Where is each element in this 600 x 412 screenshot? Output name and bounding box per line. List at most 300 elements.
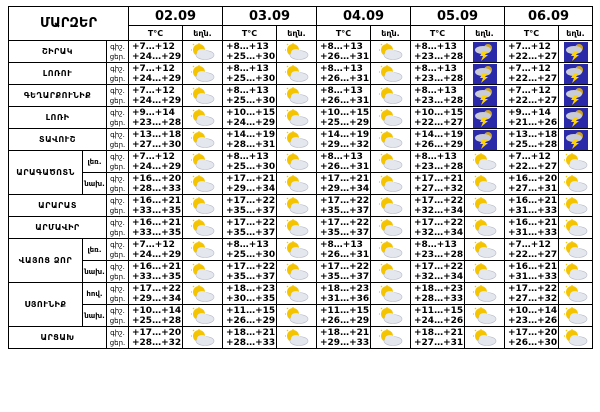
day-label: ցեր. (109, 53, 126, 61)
weather-icon-cell (371, 195, 411, 217)
temperature-cell (505, 63, 559, 85)
partly-cloudy-icon (465, 329, 504, 347)
partly-cloudy-icon (371, 87, 410, 105)
partly-cloudy-icon (465, 197, 504, 215)
day-temperature: +26…+31 (320, 161, 370, 172)
day-label: ցեր. (109, 273, 126, 281)
night-temperature: +8…+13 (414, 151, 457, 162)
date-header: 02.09 (129, 7, 223, 26)
day-temperature: +35…+37 (226, 205, 276, 216)
day-temperature: +26…+31 (320, 95, 370, 106)
day-night-labels (107, 85, 129, 107)
partly-cloudy-icon (277, 109, 316, 127)
date-header: 04.09 (317, 7, 411, 26)
night-temperature: +8…+13 (320, 85, 363, 96)
temperature-column-header: T°C (223, 26, 277, 41)
day-temperature: +26…+29 (414, 139, 464, 150)
temperature-cell (129, 85, 183, 107)
night-temperature: +10…+15 (320, 107, 370, 118)
day-temperature: +28…+33 (414, 293, 464, 304)
day-temperature: +27…+32 (508, 293, 558, 304)
weather-column-header: եղն. (183, 26, 223, 41)
day-temperature: +30…+35 (226, 293, 276, 304)
weather-icon-cell (371, 217, 411, 239)
weather-icon-cell (371, 85, 411, 107)
region-name: ԱՐՄԱՎԻՐ (9, 217, 107, 239)
temperature-cell (411, 305, 465, 327)
temperature-cell (317, 85, 371, 107)
temperature-cell (317, 327, 371, 349)
thunderstorm-icon (465, 64, 504, 84)
day-temperature: +28…+33 (226, 337, 276, 348)
night-label: գիշ. (110, 197, 125, 205)
day-temperature: +22…+27 (508, 73, 558, 84)
thunderstorm-icon (559, 130, 592, 150)
day-temperature: +27…+31 (508, 183, 558, 194)
day-temperature: +24…+29 (226, 117, 276, 128)
weather-icon-cell (183, 41, 223, 63)
night-temperature: +9…+14 (508, 107, 551, 118)
day-temperature: +24…+29 (132, 95, 182, 106)
table-row (9, 63, 593, 85)
temperature-cell (223, 305, 277, 327)
partly-cloudy-icon (183, 197, 222, 215)
weather-icon-cell (371, 151, 411, 173)
night-temperature: +10…+14 (132, 305, 182, 316)
day-temperature: +35…+37 (226, 227, 276, 238)
day-temperature: +25…+30 (226, 73, 276, 84)
region-name: ԱՐՑԱԽ (9, 327, 107, 349)
forecast-table-wrapper (8, 6, 592, 349)
partly-cloudy-icon (277, 219, 316, 237)
partly-cloudy-icon (371, 175, 410, 193)
partly-cloudy-icon (559, 329, 592, 347)
table-row (9, 129, 593, 151)
forecast-table (8, 6, 593, 349)
weather-icon-cell (277, 173, 317, 195)
partly-cloudy-icon (183, 65, 222, 83)
temperature-cell (223, 261, 277, 283)
weather-column-header: եղն. (559, 26, 593, 41)
weather-icon-cell (465, 41, 505, 63)
subregion-name: հով. (83, 283, 107, 305)
day-temperature: +27…+31 (414, 337, 464, 348)
temperature-cell (317, 217, 371, 239)
thunderstorm-icon (465, 108, 504, 128)
table-row (9, 327, 593, 349)
temperature-cell (223, 129, 277, 151)
partly-cloudy-icon (559, 197, 592, 215)
day-temperature: +23…+28 (414, 73, 464, 84)
weather-icon-cell (183, 63, 223, 85)
thunderstorm-icon (559, 86, 592, 106)
table-row (9, 195, 593, 217)
night-temperature: +16…+20 (508, 173, 558, 184)
region-name: ԼՈՌԻ (9, 107, 107, 129)
day-temperature: +25…+28 (508, 139, 558, 150)
day-night-labels (107, 327, 129, 349)
region-name: ԳԵՂԱՐՔՈՒՆԻՔ (9, 85, 107, 107)
subregion-name: նախ. (83, 305, 107, 327)
day-label: ցեր. (109, 119, 126, 127)
weather-icon-cell (277, 327, 317, 349)
temperature-cell (505, 151, 559, 173)
region-name: ՍՅՈՒՆԻՔ (9, 283, 83, 327)
weather-icon-cell (371, 63, 411, 85)
temperature-cell (129, 327, 183, 349)
weather-icon-cell (465, 305, 505, 327)
temperature-cell (411, 63, 465, 85)
night-temperature: +16…+21 (132, 261, 182, 272)
day-temperature: +28…+31 (226, 139, 276, 150)
weather-icon-cell (371, 261, 411, 283)
temperature-cell (129, 129, 183, 151)
night-temperature: +14…+19 (320, 129, 370, 140)
temperature-cell (223, 151, 277, 173)
partly-cloudy-icon (183, 241, 222, 259)
temperature-cell (129, 217, 183, 239)
temperature-cell (505, 85, 559, 107)
weather-icon-cell (277, 239, 317, 261)
day-temperature: +22…+27 (508, 51, 558, 62)
weather-icon-cell (371, 239, 411, 261)
weather-icon-cell (277, 63, 317, 85)
temperature-cell (129, 239, 183, 261)
night-temperature: +17…+22 (414, 261, 464, 272)
night-temperature: +10…+14 (508, 305, 558, 316)
weather-icon-cell (183, 129, 223, 151)
partly-cloudy-icon (465, 175, 504, 193)
temperature-cell (317, 107, 371, 129)
partly-cloudy-icon (277, 43, 316, 61)
partly-cloudy-icon (371, 131, 410, 149)
day-night-labels (107, 217, 129, 239)
weather-icon-cell (183, 305, 223, 327)
night-temperature: +16…+21 (508, 217, 558, 228)
night-temperature: +18…+21 (226, 327, 276, 338)
partly-cloudy-icon (559, 307, 592, 325)
weather-icon-cell (465, 195, 505, 217)
table-row (9, 107, 593, 129)
temperature-cell (505, 195, 559, 217)
partly-cloudy-icon (465, 241, 504, 259)
day-temperature: +22…+27 (414, 117, 464, 128)
day-temperature: +35…+37 (320, 227, 370, 238)
day-temperature: +35…+37 (320, 205, 370, 216)
partly-cloudy-icon (371, 263, 410, 281)
day-temperature: +26…+31 (320, 51, 370, 62)
thunderstorm-icon (465, 130, 504, 150)
day-temperature: +26…+31 (320, 249, 370, 260)
temperature-cell (505, 217, 559, 239)
table-row (9, 261, 593, 283)
night-temperature: +17…+22 (226, 261, 276, 272)
day-label: ցեր. (109, 207, 126, 215)
partly-cloudy-icon (371, 307, 410, 325)
day-temperature: +28…+32 (132, 337, 182, 348)
night-temperature: +17…+21 (226, 173, 276, 184)
temperature-cell (223, 41, 277, 63)
night-temperature: +17…+20 (508, 327, 558, 338)
weather-icon-cell (371, 129, 411, 151)
weather-icon-cell (277, 195, 317, 217)
weather-icon-cell (465, 239, 505, 261)
partly-cloudy-icon (371, 65, 410, 83)
temperature-cell (505, 283, 559, 305)
night-temperature: +11…+15 (414, 305, 464, 316)
temperature-cell (317, 283, 371, 305)
weather-icon-cell (559, 195, 593, 217)
day-label: ցեր. (109, 75, 126, 83)
day-temperature: +32…+34 (414, 271, 464, 282)
partly-cloudy-icon (183, 109, 222, 127)
weather-column-header: եղն. (465, 26, 505, 41)
day-temperature: +26…+29 (226, 315, 276, 326)
temperature-cell (317, 305, 371, 327)
partly-cloudy-icon (277, 263, 316, 281)
night-temperature: +18…+21 (414, 327, 464, 338)
temperature-cell (317, 129, 371, 151)
day-label: ցեր. (109, 97, 126, 105)
weather-icon-cell (277, 129, 317, 151)
night-temperature: +16…+21 (132, 195, 182, 206)
thunderstorm-icon (465, 86, 504, 106)
night-temperature: +7…+12 (132, 85, 175, 96)
weather-icon-cell (183, 239, 223, 261)
temperature-cell (223, 217, 277, 239)
night-temperature: +7…+12 (132, 41, 175, 52)
partly-cloudy-icon (371, 329, 410, 347)
day-temperature: +27…+32 (414, 183, 464, 194)
day-temperature: +26…+30 (508, 337, 558, 348)
partly-cloudy-icon (465, 263, 504, 281)
day-temperature: +24…+29 (132, 73, 182, 84)
day-temperature: +29…+34 (132, 293, 182, 304)
temperature-cell (505, 305, 559, 327)
partly-cloudy-icon (277, 131, 316, 149)
night-label: գիշ. (110, 153, 125, 161)
weather-icon-cell (465, 85, 505, 107)
thunderstorm-icon (465, 42, 504, 62)
temperature-cell (411, 129, 465, 151)
night-temperature: +10…+15 (226, 107, 276, 118)
weather-icon-cell (465, 217, 505, 239)
region-name: ՎԱՅՈՑ ՁՈՐ (9, 239, 83, 283)
night-temperature: +8…+13 (226, 239, 269, 250)
weather-column-header: եղն. (277, 26, 317, 41)
day-temperature: +24…+26 (414, 315, 464, 326)
weather-icon-cell (277, 217, 317, 239)
partly-cloudy-icon (371, 285, 410, 303)
weather-icon-cell (559, 217, 593, 239)
day-temperature: +22…+27 (508, 249, 558, 260)
night-label: գիշ. (110, 263, 125, 271)
weather-icon-cell (277, 41, 317, 63)
weather-icon-cell (559, 305, 593, 327)
day-label: ցեր. (109, 185, 126, 193)
partly-cloudy-icon (277, 65, 316, 83)
night-label: գիշ. (110, 175, 125, 183)
day-label: ցեր. (109, 339, 126, 347)
partly-cloudy-icon (277, 153, 316, 171)
temperature-column-header: T°C (317, 26, 371, 41)
temperature-cell (411, 217, 465, 239)
subregion-name: լեռ. (83, 151, 107, 173)
partly-cloudy-icon (559, 175, 592, 193)
region-name: ԼՈՌՈՒ (9, 63, 107, 85)
weather-icon-cell (559, 129, 593, 151)
temperature-cell (411, 151, 465, 173)
table-row (9, 173, 593, 195)
weather-icon-cell (465, 327, 505, 349)
day-temperature: +29…+33 (320, 337, 370, 348)
table-row (9, 151, 593, 173)
temperature-cell (223, 107, 277, 129)
night-temperature: +17…+22 (320, 261, 370, 272)
weather-icon-cell (371, 173, 411, 195)
partly-cloudy-icon (183, 175, 222, 193)
temperature-cell (129, 173, 183, 195)
night-temperature: +17…+22 (414, 217, 464, 228)
day-temperature: +33…+35 (132, 271, 182, 282)
night-temperature: +14…+19 (226, 129, 276, 140)
day-night-labels (107, 151, 129, 173)
night-temperature: +18…+21 (320, 327, 370, 338)
region-name: ԱՐԱԳԱԾՈՏՆ (9, 151, 83, 195)
day-temperature: +31…+36 (320, 293, 370, 304)
day-temperature: +33…+35 (132, 227, 182, 238)
day-temperature: +29…+34 (226, 183, 276, 194)
night-temperature: +8…+13 (320, 239, 363, 250)
temperature-cell (505, 261, 559, 283)
region-name: ՏԱՎՈՒՇ (9, 129, 107, 151)
subregion-name: նախ. (83, 261, 107, 283)
temperature-cell (223, 195, 277, 217)
weather-icon-cell (183, 151, 223, 173)
weather-icon-cell (277, 151, 317, 173)
day-temperature: +22…+27 (508, 161, 558, 172)
table-row (9, 239, 593, 261)
temperature-cell (411, 173, 465, 195)
temperature-cell (505, 173, 559, 195)
temperature-cell (505, 327, 559, 349)
day-temperature: +29…+34 (320, 183, 370, 194)
temperature-cell (223, 283, 277, 305)
temperature-cell (505, 41, 559, 63)
day-temperature: +26…+29 (320, 315, 370, 326)
night-label: գիշ. (110, 285, 125, 293)
region-name: ՇԻՐԱԿ (9, 41, 107, 63)
partly-cloudy-icon (277, 285, 316, 303)
weather-icon-cell (559, 63, 593, 85)
temperature-cell (223, 173, 277, 195)
night-temperature: +18…+23 (414, 283, 464, 294)
night-temperature: +8…+13 (226, 151, 269, 162)
table-row (9, 283, 593, 305)
night-temperature: +8…+13 (226, 63, 269, 74)
weather-icon-cell (559, 85, 593, 107)
temperature-cell (317, 261, 371, 283)
weather-icon-cell (559, 239, 593, 261)
day-temperature: +28…+33 (132, 183, 182, 194)
partly-cloudy-icon (559, 153, 592, 171)
date-header: 05.09 (411, 7, 505, 26)
night-temperature: +16…+21 (508, 261, 558, 272)
temperature-cell (129, 151, 183, 173)
day-temperature: +31…+33 (508, 271, 558, 282)
weather-icon-cell (183, 327, 223, 349)
day-temperature: +23…+28 (132, 117, 182, 128)
weather-icon-cell (183, 85, 223, 107)
night-temperature: +17…+21 (414, 173, 464, 184)
night-temperature: +16…+20 (132, 173, 182, 184)
temperature-cell (411, 283, 465, 305)
partly-cloudy-icon (183, 307, 222, 325)
day-temperature: +24…+29 (132, 51, 182, 62)
date-header: 03.09 (223, 7, 317, 26)
day-temperature: +23…+28 (414, 95, 464, 106)
partly-cloudy-icon (559, 263, 592, 281)
date-header: 06.09 (505, 7, 593, 26)
temperature-cell (505, 239, 559, 261)
temperature-cell (505, 107, 559, 129)
partly-cloudy-icon (183, 329, 222, 347)
day-temperature: +23…+28 (414, 161, 464, 172)
temperature-cell (129, 107, 183, 129)
temperature-cell (129, 195, 183, 217)
temperature-cell (411, 327, 465, 349)
weather-icon-cell (371, 305, 411, 327)
day-temperature: +25…+29 (320, 117, 370, 128)
partly-cloudy-icon (559, 241, 592, 259)
weather-icon-cell (183, 217, 223, 239)
weather-icon-cell (465, 173, 505, 195)
subregion-name: լեռ. (83, 239, 107, 261)
day-label: ցեր. (109, 141, 126, 149)
partly-cloudy-icon (371, 197, 410, 215)
day-temperature: +23…+28 (414, 51, 464, 62)
partly-cloudy-icon (465, 285, 504, 303)
weather-icon-cell (559, 107, 593, 129)
partly-cloudy-icon (277, 87, 316, 105)
temperature-cell (411, 195, 465, 217)
night-label: գիշ. (110, 43, 125, 51)
day-temperature: +32…+34 (414, 205, 464, 216)
table-row (9, 305, 593, 327)
partly-cloudy-icon (183, 263, 222, 281)
regions-header: ՄԱՐԶԵՐ (9, 7, 129, 41)
night-temperature: +8…+13 (320, 151, 363, 162)
night-temperature: +8…+13 (414, 41, 457, 52)
thunderstorm-icon (559, 42, 592, 62)
temperature-cell (505, 129, 559, 151)
day-night-labels (107, 261, 129, 283)
weather-icon-cell (465, 129, 505, 151)
partly-cloudy-icon (183, 43, 222, 61)
weather-icon-cell (465, 261, 505, 283)
day-temperature: +21…+26 (508, 117, 558, 128)
region-name: ԱՐԱՐԱՏ (9, 195, 107, 217)
temperature-cell (317, 41, 371, 63)
temperature-cell (317, 195, 371, 217)
night-label: գիշ. (110, 307, 125, 315)
night-temperature: +7…+12 (132, 151, 175, 162)
day-temperature: +22…+27 (508, 95, 558, 106)
day-temperature: +25…+30 (226, 161, 276, 172)
night-label: գիշ. (110, 219, 125, 227)
day-night-labels (107, 195, 129, 217)
weather-icon-cell (465, 107, 505, 129)
